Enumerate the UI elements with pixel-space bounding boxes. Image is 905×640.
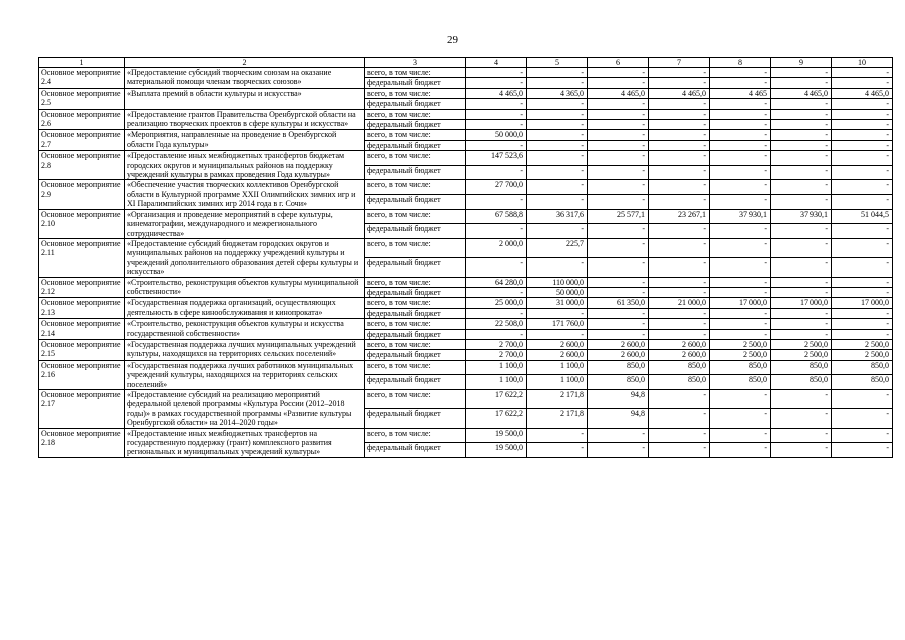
federal-value: 1 100,0	[527, 375, 588, 390]
total-value: 850,0	[710, 360, 771, 375]
federal-value: -	[588, 308, 649, 318]
federal-label: федеральный бюджет	[365, 120, 466, 130]
total-value: -	[832, 238, 893, 257]
federal-value: -	[466, 195, 527, 210]
federal-value: -	[832, 224, 893, 239]
total-value: -	[832, 390, 893, 409]
federal-value: -	[832, 165, 893, 180]
activity-code: Основное мероприятие 2.17	[39, 390, 125, 429]
total-value: -	[771, 180, 832, 195]
total-value: -	[588, 428, 649, 443]
total-label: всего, в том числе:	[365, 277, 466, 287]
total-value: -	[771, 68, 832, 78]
total-value: 27 700,0	[466, 180, 527, 195]
total-label: всего, в том числе:	[365, 180, 466, 195]
total-value: 850,0	[771, 360, 832, 375]
federal-value: -	[527, 78, 588, 88]
federal-value: -	[527, 308, 588, 318]
activity-code: Основное мероприятие 2.12	[39, 277, 125, 298]
total-value: 2 500,0	[710, 339, 771, 349]
total-value: 4 465,0	[832, 88, 893, 98]
total-value: 17 000,0	[771, 298, 832, 308]
total-value: -	[832, 130, 893, 140]
total-value: 94,8	[588, 390, 649, 409]
total-value: 171 760,0	[527, 319, 588, 329]
total-value: 21 000,0	[649, 298, 710, 308]
total-value: 1 100,0	[466, 360, 527, 375]
total-value: -	[588, 238, 649, 257]
total-value: 50 000,0	[466, 130, 527, 140]
total-label: всего, в том числе:	[365, 339, 466, 349]
federal-value: -	[832, 329, 893, 339]
federal-value: -	[710, 99, 771, 109]
federal-value: -	[771, 140, 832, 150]
federal-value: -	[649, 140, 710, 150]
federal-value: -	[710, 409, 771, 428]
federal-label: федеральный бюджет	[365, 224, 466, 239]
total-value: 2 600,0	[649, 339, 710, 349]
activity-description: «Мероприятия, направленные на проведение в Оренбургской области Года культуры»	[125, 130, 365, 151]
total-value: 2 000,0	[466, 238, 527, 257]
federal-value: 19 500,0	[466, 443, 527, 458]
activity-description: «Предоставление иных межбюджетных трансфертов бюджетам городских округов и муниципальных районов на поддержку учреждений культуры в рамках проведения Года культуры»	[125, 151, 365, 180]
federal-value: 17 622,2	[466, 409, 527, 428]
activity-description: «Строительство, реконструкция объектов культуры и искусства государственной собственности»	[125, 319, 365, 340]
federal-value: 2 171,8	[527, 409, 588, 428]
activity-code: Основное мероприятие 2.13	[39, 298, 125, 319]
total-value: -	[771, 238, 832, 257]
federal-label: федеральный бюджет	[365, 329, 466, 339]
federal-value: -	[710, 195, 771, 210]
table-row	[39, 277, 893, 287]
federal-value: -	[527, 224, 588, 239]
activity-description: «Предоставление субсидий бюджетам городских округов и муниципальных районов на поддержку учреждений культуры и учреждений дополнительного образования детей сферы культуры и искусства»	[125, 238, 365, 277]
total-value: -	[588, 319, 649, 329]
total-value: -	[649, 319, 710, 329]
total-value: -	[649, 130, 710, 140]
total-value: 110 000,0	[527, 277, 588, 287]
federal-value: -	[527, 165, 588, 180]
total-value: -	[649, 109, 710, 119]
total-value: -	[710, 151, 771, 166]
federal-value: -	[649, 329, 710, 339]
activity-code: Основное мероприятие 2.6	[39, 109, 125, 130]
column-header: 3	[365, 58, 466, 68]
federal-value: -	[588, 224, 649, 239]
federal-value: 2 500,0	[832, 350, 893, 360]
total-value: -	[710, 428, 771, 443]
federal-value: 850,0	[771, 375, 832, 390]
federal-value: -	[771, 329, 832, 339]
federal-value: -	[588, 195, 649, 210]
total-value: 31 000,0	[527, 298, 588, 308]
total-value: -	[527, 68, 588, 78]
table-row	[39, 339, 893, 349]
federal-value: 1 100,0	[466, 375, 527, 390]
federal-value: 2 600,0	[527, 350, 588, 360]
table-row	[39, 428, 893, 443]
table-body	[39, 68, 893, 458]
total-value: -	[710, 238, 771, 257]
federal-label: федеральный бюджет	[365, 443, 466, 458]
table-row	[39, 298, 893, 308]
federal-value: -	[649, 308, 710, 318]
total-value: -	[527, 109, 588, 119]
total-value: -	[588, 180, 649, 195]
federal-value: -	[466, 287, 527, 297]
federal-value: -	[466, 78, 527, 88]
federal-value: 2 700,0	[466, 350, 527, 360]
activity-code: Основное мероприятие 2.18	[39, 428, 125, 457]
federal-value: -	[588, 140, 649, 150]
federal-value: -	[466, 140, 527, 150]
column-header: 7	[649, 58, 710, 68]
federal-value: -	[649, 258, 710, 277]
total-value: 37 930,1	[771, 209, 832, 224]
activity-description: «Строительство, реконструкция объектов культуры муниципальной собственности»	[125, 277, 365, 298]
column-header: 2	[125, 58, 365, 68]
federal-value: -	[466, 308, 527, 318]
table-row	[39, 390, 893, 409]
total-label: всего, в том числе:	[365, 130, 466, 140]
total-label: всего, в том числе:	[365, 238, 466, 257]
column-header: 8	[710, 58, 771, 68]
total-value: 37 930,1	[710, 209, 771, 224]
federal-label: федеральный бюджет	[365, 409, 466, 428]
header-row	[39, 58, 893, 68]
activity-code: Основное мероприятие 2.14	[39, 319, 125, 340]
total-value: 1 100,0	[527, 360, 588, 375]
total-label: всего, в том числе:	[365, 68, 466, 78]
total-value: -	[771, 319, 832, 329]
federal-value: -	[588, 287, 649, 297]
federal-value: -	[832, 78, 893, 88]
activity-description: «Обеспечение участия творческих коллективов Оренбургской области в Культурной программе XXII Олимпийских зимних игр и XI Паралимпийских зимних игр 2014 года в г. Сочи»	[125, 180, 365, 209]
federal-value: -	[649, 224, 710, 239]
column-header: 6	[588, 58, 649, 68]
federal-value: -	[771, 195, 832, 210]
total-value: -	[527, 151, 588, 166]
total-value: 4 465,0	[649, 88, 710, 98]
column-header: 4	[466, 58, 527, 68]
activity-code: Основное мероприятие 2.9	[39, 180, 125, 209]
total-value: 4 465	[710, 88, 771, 98]
federal-value: -	[771, 224, 832, 239]
federal-value: -	[710, 78, 771, 88]
federal-value: -	[710, 308, 771, 318]
total-value: -	[832, 319, 893, 329]
total-value: -	[771, 130, 832, 140]
total-value: -	[588, 109, 649, 119]
federal-value: -	[466, 329, 527, 339]
federal-value: -	[466, 165, 527, 180]
total-value: -	[649, 151, 710, 166]
federal-value: -	[832, 120, 893, 130]
total-value: 850,0	[649, 360, 710, 375]
federal-label: федеральный бюджет	[365, 165, 466, 180]
total-value: -	[832, 277, 893, 287]
total-value: 4 465,0	[466, 88, 527, 98]
federal-value: -	[771, 78, 832, 88]
total-value: 51 044,5	[832, 209, 893, 224]
activity-description: «Государственная поддержка организаций, осуществляющих деятельность в сфере кинообслуживания и кинопроката»	[125, 298, 365, 319]
activity-description: «Государственная поддержка лучших муниципальных учреждений культуры, находящихся на территориях сельских поселений»	[125, 339, 365, 360]
federal-value: -	[527, 258, 588, 277]
total-value: 23 267,1	[649, 209, 710, 224]
total-value: -	[710, 390, 771, 409]
federal-value: -	[588, 78, 649, 88]
total-value: 147 523,6	[466, 151, 527, 166]
federal-label: федеральный бюджет	[365, 195, 466, 210]
federal-value: -	[527, 329, 588, 339]
federal-value: -	[588, 258, 649, 277]
total-value: -	[588, 151, 649, 166]
federal-value: -	[710, 443, 771, 458]
federal-value: -	[832, 287, 893, 297]
federal-value: -	[649, 165, 710, 180]
table-row	[39, 68, 893, 78]
federal-value: 850,0	[649, 375, 710, 390]
activity-code: Основное мероприятие 2.8	[39, 151, 125, 180]
total-value: 2 500,0	[771, 339, 832, 349]
total-value: 4 465,0	[771, 88, 832, 98]
column-header: 5	[527, 58, 588, 68]
federal-value: -	[710, 287, 771, 297]
federal-value: -	[649, 287, 710, 297]
federal-value: 2 500,0	[771, 350, 832, 360]
federal-value: 850,0	[588, 375, 649, 390]
total-label: всего, в том числе:	[365, 428, 466, 443]
activity-description: «Предоставление грантов Правительства Оренбургской области на реализацию творческих проектов в сфере культуры и искусства»	[125, 109, 365, 130]
total-label: всего, в том числе:	[365, 109, 466, 119]
total-value: -	[649, 180, 710, 195]
total-value: -	[832, 68, 893, 78]
federal-value: -	[832, 99, 893, 109]
activity-code: Основное мероприятие 2.16	[39, 360, 125, 389]
federal-value: -	[588, 120, 649, 130]
total-value: 67 588,8	[466, 209, 527, 224]
total-value: -	[527, 180, 588, 195]
federal-value: -	[832, 308, 893, 318]
total-value: -	[832, 428, 893, 443]
total-value: -	[527, 428, 588, 443]
federal-value: -	[588, 329, 649, 339]
federal-value: -	[710, 329, 771, 339]
total-value: 2 600,0	[527, 339, 588, 349]
total-value: 225,7	[527, 238, 588, 257]
activity-code: Основное мероприятие 2.7	[39, 130, 125, 151]
total-label: всего, в том числе:	[365, 390, 466, 409]
total-value: 61 350,0	[588, 298, 649, 308]
federal-label: федеральный бюджет	[365, 78, 466, 88]
total-value: -	[771, 277, 832, 287]
total-value: -	[588, 68, 649, 78]
federal-value: 2 500,0	[710, 350, 771, 360]
total-value: -	[771, 428, 832, 443]
federal-label: федеральный бюджет	[365, 99, 466, 109]
federal-label: федеральный бюджет	[365, 287, 466, 297]
total-value: 17 000,0	[832, 298, 893, 308]
activity-description: «Предоставление иных межбюджетных трансфертов на государственную поддержку (грант) комплексного развития региональных и муниципальных учреждений культуры»	[125, 428, 365, 457]
federal-value: -	[710, 258, 771, 277]
table-row	[39, 88, 893, 98]
federal-label: федеральный бюджет	[365, 308, 466, 318]
total-value: -	[649, 238, 710, 257]
federal-value: -	[466, 120, 527, 130]
federal-value: -	[771, 165, 832, 180]
total-value: -	[710, 109, 771, 119]
federal-value: -	[649, 443, 710, 458]
federal-value: 850,0	[832, 375, 893, 390]
table-row	[39, 209, 893, 224]
total-label: всего, в том числе:	[365, 209, 466, 224]
federal-value: -	[649, 120, 710, 130]
total-value: -	[710, 180, 771, 195]
total-value: -	[710, 68, 771, 78]
total-value: -	[527, 130, 588, 140]
federal-value: -	[527, 120, 588, 130]
table-row	[39, 130, 893, 140]
table-row	[39, 109, 893, 119]
federal-value: -	[649, 409, 710, 428]
total-value: 2 600,0	[588, 339, 649, 349]
federal-value: -	[832, 443, 893, 458]
total-value: 19 500,0	[466, 428, 527, 443]
total-label: всего, в том числе:	[365, 298, 466, 308]
federal-value: -	[771, 308, 832, 318]
federal-value: -	[832, 258, 893, 277]
activity-description: «Предоставление субсидий на реализацию мероприятий федеральной целевой программы «Культура России (2012–2018 годы)» в рамках государственной программы «Развитие культуры Оренбургской области» на 2014–2020 годы»	[125, 390, 365, 429]
total-value: 4 365,0	[527, 88, 588, 98]
total-value: 36 317,6	[527, 209, 588, 224]
federal-label: федеральный бюджет	[365, 375, 466, 390]
total-label: всего, в том числе:	[365, 319, 466, 329]
federal-value: 2 600,0	[588, 350, 649, 360]
total-value: 2 171,8	[527, 390, 588, 409]
table-row	[39, 360, 893, 375]
total-value: -	[649, 390, 710, 409]
federal-value: -	[710, 140, 771, 150]
total-value: 25 000,0	[466, 298, 527, 308]
federal-value: -	[588, 443, 649, 458]
federal-value: -	[710, 120, 771, 130]
total-value: 22 508,0	[466, 319, 527, 329]
activity-code: Основное мероприятие 2.10	[39, 209, 125, 238]
federal-value: -	[771, 409, 832, 428]
table-row	[39, 180, 893, 195]
federal-label: федеральный бюджет	[365, 350, 466, 360]
federal-value: -	[466, 99, 527, 109]
total-label: всего, в том числе:	[365, 88, 466, 98]
total-value: -	[832, 109, 893, 119]
total-value: -	[710, 277, 771, 287]
total-value: -	[832, 180, 893, 195]
total-value: 17 000,0	[710, 298, 771, 308]
total-value: 850,0	[588, 360, 649, 375]
total-value: -	[771, 151, 832, 166]
total-value: -	[649, 277, 710, 287]
table-row	[39, 238, 893, 257]
total-value: -	[588, 277, 649, 287]
federal-value: -	[771, 99, 832, 109]
total-value: 2 500,0	[832, 339, 893, 349]
total-value: -	[649, 428, 710, 443]
total-value: 25 577,1	[588, 209, 649, 224]
federal-value: -	[710, 224, 771, 239]
total-label: всего, в том числе:	[365, 360, 466, 375]
federal-value: -	[832, 409, 893, 428]
activity-description: «Предоставление субсидий творческим союзам на оказание материальной помощи членам творческих союзов»	[125, 68, 365, 89]
activity-code: Основное мероприятие 2.5	[39, 88, 125, 109]
federal-value: 94,8	[588, 409, 649, 428]
total-value: -	[832, 151, 893, 166]
total-label: всего, в том числе:	[365, 151, 466, 166]
federal-value: -	[771, 443, 832, 458]
federal-label: федеральный бюджет	[365, 140, 466, 150]
federal-value: -	[649, 78, 710, 88]
federal-value: -	[527, 140, 588, 150]
total-value: -	[710, 130, 771, 140]
federal-value: -	[771, 120, 832, 130]
total-value: -	[649, 68, 710, 78]
total-value: -	[771, 390, 832, 409]
activity-code: Основное мероприятие 2.15	[39, 339, 125, 360]
total-value: -	[710, 319, 771, 329]
federal-value: -	[649, 99, 710, 109]
federal-value: 2 600,0	[649, 350, 710, 360]
activity-code: Основное мероприятие 2.4	[39, 68, 125, 89]
budget-table	[38, 57, 893, 458]
activity-description: «Государственная поддержка лучших работников муниципальных учреждений культуры, находящихся на территориях сельских поселений»	[125, 360, 365, 389]
federal-value: -	[649, 195, 710, 210]
federal-value: -	[710, 165, 771, 180]
table-row	[39, 151, 893, 166]
federal-value: 850,0	[710, 375, 771, 390]
federal-value: -	[588, 165, 649, 180]
activity-description: «Организация и проведение мероприятий в сфере культуры, кинематографии, международного и межрегионального сотрудничества»	[125, 209, 365, 238]
federal-value: -	[527, 443, 588, 458]
federal-label: федеральный бюджет	[365, 258, 466, 277]
page-number: 29	[447, 34, 458, 46]
total-value: 17 622,2	[466, 390, 527, 409]
total-value: 850,0	[832, 360, 893, 375]
total-value: -	[771, 109, 832, 119]
federal-value: -	[466, 224, 527, 239]
table-row	[39, 319, 893, 329]
activity-description: «Выплата премий в области культуры и искусства»	[125, 88, 365, 109]
federal-value: -	[771, 258, 832, 277]
federal-value: -	[527, 195, 588, 210]
federal-value: -	[832, 195, 893, 210]
total-value: -	[466, 68, 527, 78]
federal-value: -	[771, 287, 832, 297]
total-value: 2 700,0	[466, 339, 527, 349]
federal-value: -	[832, 140, 893, 150]
activity-code: Основное мероприятие 2.11	[39, 238, 125, 277]
column-header: 1	[39, 58, 125, 68]
federal-value: -	[527, 99, 588, 109]
column-header: 9	[771, 58, 832, 68]
federal-value: -	[588, 99, 649, 109]
total-value: -	[466, 109, 527, 119]
federal-value: -	[466, 258, 527, 277]
total-value: 64 280,0	[466, 277, 527, 287]
federal-value: 50 000,0	[527, 287, 588, 297]
total-value: 4 465,0	[588, 88, 649, 98]
total-value: -	[588, 130, 649, 140]
column-header: 10	[832, 58, 893, 68]
